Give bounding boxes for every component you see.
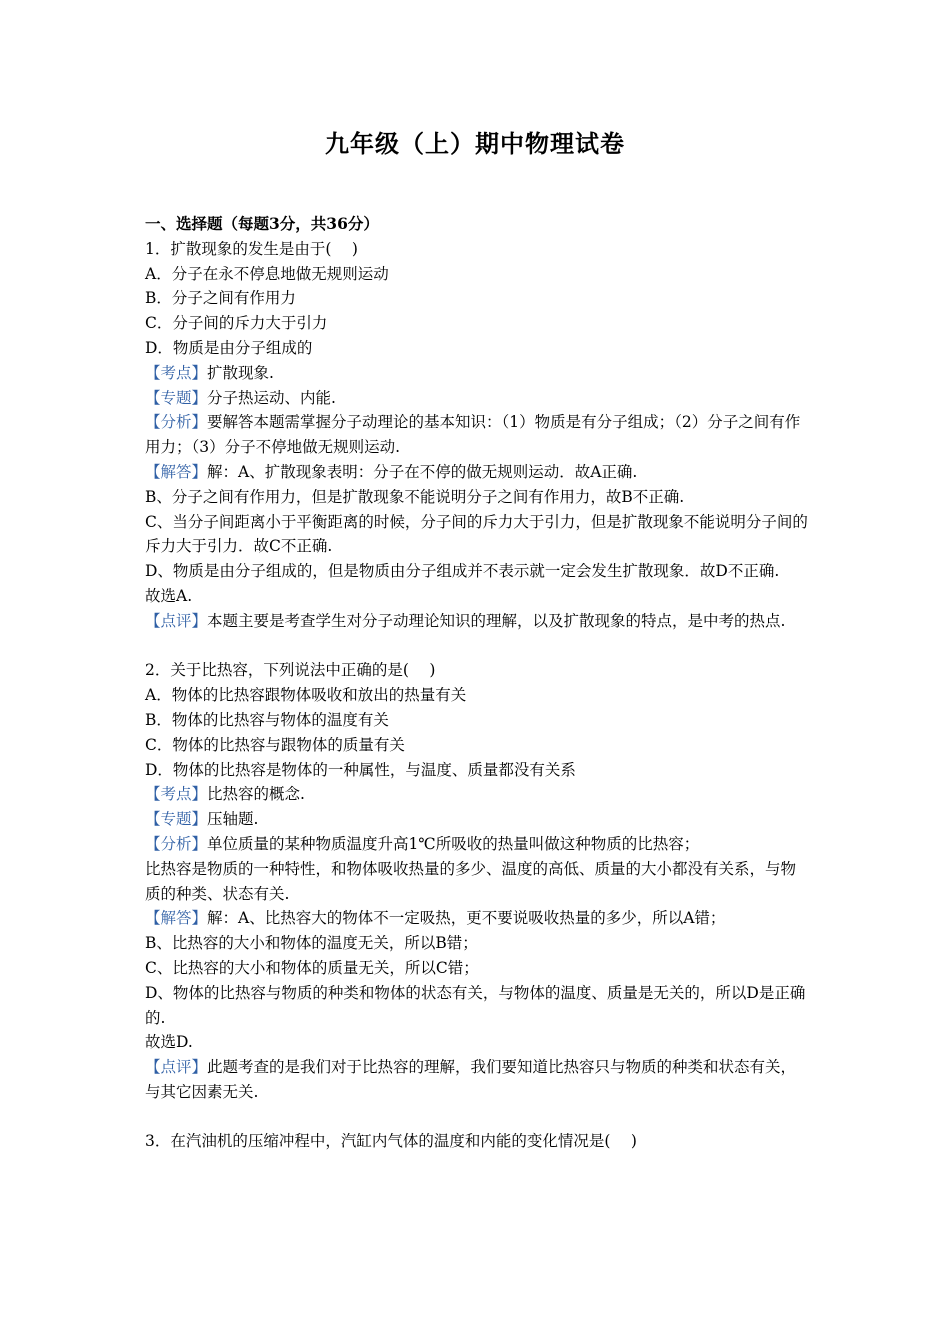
fenxi-tag: 【分析】: [145, 413, 208, 432]
dianping-block: [145, 1055, 810, 1105]
option-b: B．分子之间有作用力: [145, 289, 296, 308]
jieda-answer: 故选A.: [145, 586, 193, 605]
option-d: D．物体的比热容是物体的一种属性，与温度、质量都没有关系: [145, 760, 576, 779]
jieda-first-line: 解：A、比热容大的物体不一定吸热，更不要说吸收热量的多少，所以A错；: [207, 909, 726, 928]
zhuanti-tag: 【专题】: [145, 810, 208, 829]
spacer: [145, 634, 810, 659]
fenxi-extra: 比热容是物质的一种特性，和物体吸收热量的多少、温度的高低、质量的大小都没有关系，与物质的种类、状态有关.: [145, 859, 797, 903]
dianping-text: 此题考查的是我们对于比热容的理解，我们要知道比热容只与物质的种类和状态有关，与其它因素无关.: [145, 1058, 797, 1101]
question-3: [145, 1129, 810, 1154]
question-stem: 2．关于比热容，下列说法中正确的是( ): [145, 661, 436, 680]
jieda-line: D、物体的比热容与物质的种类和物体的状态有关，与物体的温度、质量是无关的，所以D是正确的.: [145, 983, 806, 1027]
jieda-line: B、分子之间有作用力，但是扩散现象不能说明分子之间有作用力，故B不正确.: [145, 487, 685, 506]
option-a: A．物体的比热容跟物体吸收和放出的热量有关: [145, 686, 467, 705]
kaodian-block: [145, 361, 810, 386]
jieda-line: B、比热容的大小和物体的温度无关，所以B错；: [145, 934, 478, 953]
kaodian-text: 比热容的概念.: [207, 785, 305, 804]
zhuanti-block: [145, 807, 810, 832]
kaodian-text: 扩散现象.: [207, 363, 274, 382]
spacer: [145, 1105, 810, 1130]
option-c: C．物体的比热容与跟物体的质量有关: [145, 735, 405, 754]
question-stem: 1．扩散现象的发生是由于( ): [145, 239, 358, 258]
option-c: C．分子间的斥力大于引力: [145, 314, 328, 333]
jieda-block: [145, 460, 810, 485]
question-1: [145, 237, 810, 634]
jieda-block: [145, 906, 810, 931]
question-stem: 3．在汽油机的压缩冲程中，汽缸内气体的温度和内能的变化情况是( ): [145, 1132, 637, 1151]
dianping-tag: 【点评】: [145, 611, 208, 630]
kaodian-tag: 【考点】: [145, 785, 208, 804]
jieda-tag: 【解答】: [145, 462, 208, 481]
jieda-line: C、比热容的大小和物体的质量无关，所以C错；: [145, 958, 479, 977]
option-a: A．分子在永不停息地做无规则运动: [145, 264, 389, 283]
jieda-first-line: 解：A、扩散现象表明：分子在不停的做无规则运动．故A正确.: [207, 462, 638, 481]
zhuanti-text: 分子热运动、内能.: [207, 388, 336, 407]
fenxi-text: 单位质量的某种物质温度升高1℃所吸收的热量叫做这种物质的比热容；: [207, 834, 700, 853]
dianping-text: 本题主要是考查学生对分子动理论知识的理解，以及扩散现象的特点，是中考的热点.: [207, 611, 786, 630]
dianping-tag: 【点评】: [145, 1058, 208, 1077]
jieda-answer: 故选D.: [145, 1033, 193, 1052]
exam-content: [145, 212, 810, 1154]
fenxi-text: 要解答本题需掌握分子动理论的基本知识：（1）物质是有分子组成；（2）分子之间有作用力；（3）分子不停地做无规则运动.: [145, 413, 801, 457]
jieda-line: C、当分子间距离小于平衡距离的时候，分子间的斥力大于引力，但是扩散现象不能说明分子间的斥力大于引力．故C不正确.: [145, 512, 808, 556]
section-header: 一、选择题（每题3分，共36分）: [145, 214, 379, 233]
jieda-line: D、物质是由分子组成的，但是物质由分子组成并不表示就一定会发生扩散现象．故D不正确.: [145, 562, 780, 581]
option-b: B．物体的比热容与物体的温度有关: [145, 710, 389, 729]
jieda-tag: 【解答】: [145, 909, 208, 928]
zhuanti-text: 压轴题.: [207, 810, 259, 829]
question-2: [145, 658, 810, 1104]
kaodian-block: [145, 782, 810, 807]
fenxi-block: [145, 832, 810, 857]
zhuanti-block: [145, 386, 810, 411]
dianping-block: [145, 609, 810, 634]
option-d: D．物质是由分子组成的: [145, 338, 313, 357]
page-title: 九年级（上）期中物理试卷: [325, 129, 625, 158]
kaodian-tag: 【考点】: [145, 363, 208, 382]
zhuanti-tag: 【专题】: [145, 388, 208, 407]
fenxi-tag: 【分析】: [145, 834, 208, 853]
fenxi-block: [145, 410, 810, 460]
